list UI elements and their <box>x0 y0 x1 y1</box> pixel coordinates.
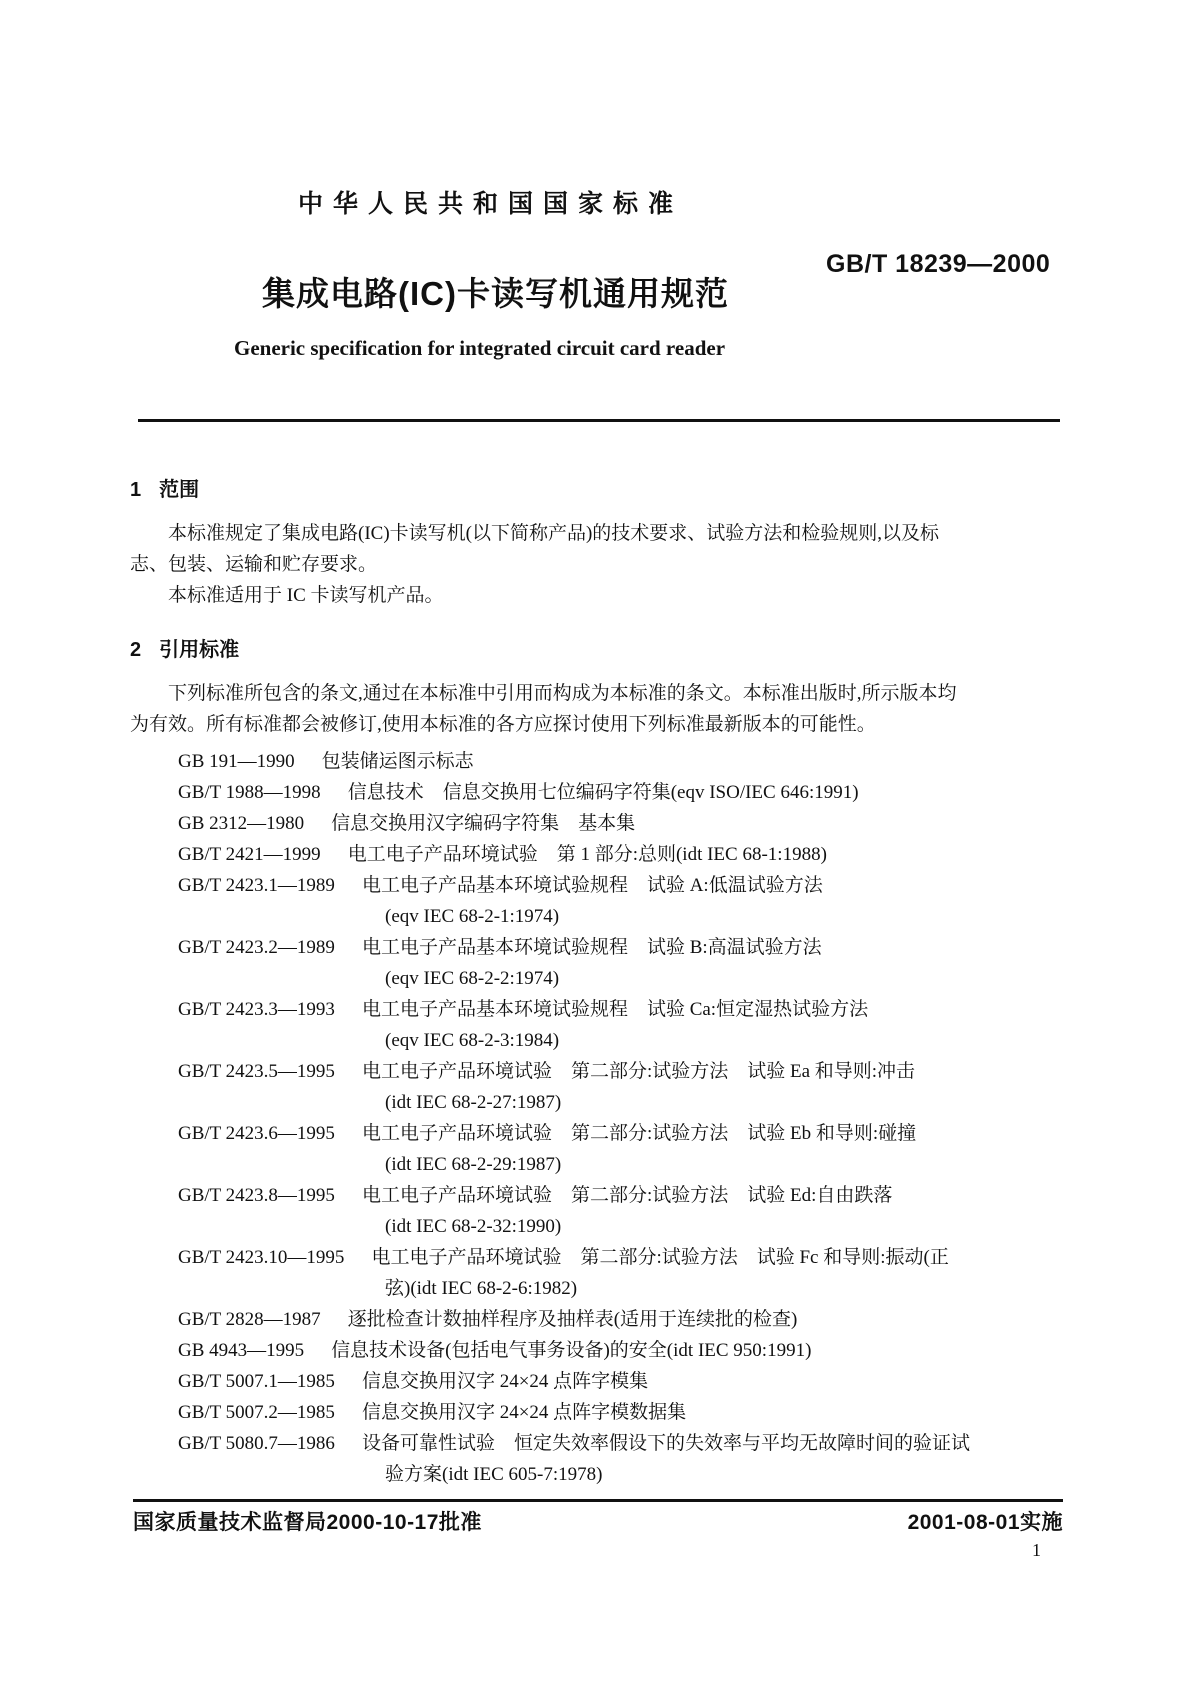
reference-code: GB/T 5007.2—1985 <box>178 1402 335 1423</box>
reference-code: GB/T 2423.10—1995 <box>178 1247 345 1268</box>
reference-item <box>178 994 1065 1056</box>
references-intro-paragraph <box>130 678 1065 740</box>
reference-line <box>178 839 1065 870</box>
header-divider-rule <box>138 419 1060 422</box>
reference-title: 信息交换用汉字 24×24 点阵字模集 <box>361 1371 649 1392</box>
reference-line <box>178 1428 1065 1459</box>
standard-number: GB/T 18239—2000 <box>826 250 1051 278</box>
reference-item <box>178 1118 1065 1180</box>
national-standard-header: 中华人民共和国国家标准 <box>298 190 684 218</box>
implementation-date: 2001-08-01实施 <box>907 1511 1063 1534</box>
reference-line <box>178 932 1065 963</box>
reference-code: GB/T 5080.7—1986 <box>178 1433 335 1454</box>
reference-item <box>178 1304 1065 1335</box>
section-2-title: 引用标准 <box>159 639 240 661</box>
document-title-english: Generic specification for integrated circuit card reader <box>234 336 726 360</box>
reference-item <box>178 870 1065 932</box>
reference-line <box>178 1366 1065 1397</box>
reference-title: 电工电子产品环境试验 第 1 部分:总则(idt IEC 68-1:1988) <box>347 844 827 865</box>
reference-title: 电工电子产品环境试验 第二部分:试验方法 试验 Fc 和导则:振动(正 <box>371 1247 949 1268</box>
paragraph-line: 志、包装、运输和贮存要求。 <box>130 554 378 575</box>
reference-continuation: (idt IEC 68-2-27:1987) <box>385 1092 562 1113</box>
section-1-title: 范围 <box>159 479 200 501</box>
reference-continuation: (idt IEC 68-2-32:1990) <box>385 1216 562 1237</box>
page-number: 1 <box>1032 1540 1041 1560</box>
reference-line <box>178 994 1065 1025</box>
document-title-chinese: 集成电路(IC)卡读写机通用规范 <box>262 275 729 312</box>
reference-continuation: 弦)(idt IEC 68-2-6:1982) <box>385 1278 578 1299</box>
reference-code: GB/T 2423.5—1995 <box>178 1061 335 1082</box>
paragraph-line: 为有效。所有标准都会被修订,使用本标准的各方应探讨使用下列标准最新版本的可能性。 <box>130 714 876 735</box>
section-2-heading <box>130 635 1065 666</box>
reference-title: 电工电子产品环境试验 第二部分:试验方法 试验 Ea 和导则:冲击 <box>361 1061 916 1082</box>
reference-item <box>178 808 1065 839</box>
reference-item <box>178 1242 1065 1304</box>
reference-code: GB/T 2423.3—1993 <box>178 999 335 1020</box>
reference-code: GB/T 5007.1—1985 <box>178 1371 335 1392</box>
reference-line <box>178 1180 1065 1211</box>
reference-item <box>178 1366 1065 1397</box>
reference-continuation: (idt IEC 68-2-29:1987) <box>385 1154 562 1175</box>
reference-code: GB/T 2423.2—1989 <box>178 937 335 958</box>
reference-item <box>178 1428 1065 1490</box>
reference-title: 电工电子产品环境试验 第二部分:试验方法 试验 Eb 和导则:碰撞 <box>361 1123 917 1144</box>
reference-code: GB 191—1990 <box>178 751 295 772</box>
reference-code: GB/T 2423.6—1995 <box>178 1123 335 1144</box>
reference-title: 信息技术设备(包括电气事务设备)的安全(idt IEC 950:1991) <box>331 1340 812 1361</box>
reference-title: 电工电子产品基本环境试验规程 试验 B:高温试验方法 <box>361 937 822 958</box>
reference-line <box>178 1056 1065 1087</box>
reference-continuation: 验方案(idt IEC 605-7:1978) <box>385 1464 603 1485</box>
reference-line <box>178 1242 1065 1273</box>
reference-item <box>178 1397 1065 1428</box>
reference-continuation: (eqv IEC 68-2-3:1984) <box>385 1030 560 1051</box>
reference-continuation: (eqv IEC 68-2-2:1974) <box>385 968 560 989</box>
reference-item <box>178 932 1065 994</box>
reference-item <box>178 1180 1065 1242</box>
reference-line <box>178 808 1065 839</box>
document-body <box>130 475 1065 1490</box>
reference-line <box>178 746 1065 777</box>
approval-statement: 国家质量技术监督局2000-10-17批准 <box>133 1511 482 1534</box>
reference-title: 电工电子产品基本环境试验规程 试验 A:低温试验方法 <box>361 875 823 896</box>
reference-code: GB/T 2828—1987 <box>178 1309 321 1330</box>
reference-title: 设备可靠性试验 恒定失效率假设下的失效率与平均无故障时间的验证试 <box>361 1433 970 1454</box>
reference-code: GB/T 2423.1—1989 <box>178 875 335 896</box>
reference-item <box>178 746 1065 777</box>
reference-continuation: (eqv IEC 68-2-1:1974) <box>385 906 560 927</box>
section-1-number: 1 <box>130 479 142 501</box>
reference-title: 逐批检查计数抽样程序及抽样表(适用于连续批的检查) <box>347 1309 798 1330</box>
reference-item <box>178 777 1065 808</box>
reference-line <box>178 1118 1065 1149</box>
reference-line <box>178 1397 1065 1428</box>
scope-paragraph-1 <box>130 518 1065 611</box>
reference-title: 包装储运图示标志 <box>321 751 474 772</box>
reference-item <box>178 1335 1065 1366</box>
reference-code: GB 2312—1980 <box>178 813 305 834</box>
paragraph-line: 下列标准所包含的条文,通过在本标准中引用而构成为本标准的条文。本标准出版时,所示版本均 <box>168 683 957 704</box>
reference-code: GB 4943—1995 <box>178 1340 305 1361</box>
reference-title: 电工电子产品基本环境试验规程 试验 Ca:恒定湿热试验方法 <box>361 999 869 1020</box>
reference-item <box>178 839 1065 870</box>
reference-title: 信息技术 信息交换用七位编码字符集(eqv ISO/IEC 646:1991) <box>347 782 859 803</box>
section-1-heading <box>130 475 1065 506</box>
reference-line <box>178 777 1065 808</box>
reference-code: GB/T 2423.8—1995 <box>178 1185 335 1206</box>
reference-title: 信息交换用汉字编码字符集 基本集 <box>331 813 636 834</box>
reference-list <box>130 746 1065 1490</box>
scope-paragraph-2: 本标准适用于 IC 卡读写机产品。 <box>168 585 444 606</box>
reference-line <box>178 1304 1065 1335</box>
reference-code: GB/T 2421—1999 <box>178 844 321 865</box>
reference-title: 电工电子产品环境试验 第二部分:试验方法 试验 Ed:自由跌落 <box>361 1185 893 1206</box>
reference-title: 信息交换用汉字 24×24 点阵字模数据集 <box>361 1402 687 1423</box>
section-2-number: 2 <box>130 639 142 661</box>
reference-code: GB/T 1988—1998 <box>178 782 321 803</box>
reference-item <box>178 1056 1065 1118</box>
footer-divider-rule <box>133 1499 1063 1502</box>
reference-line <box>178 1335 1065 1366</box>
reference-line <box>178 870 1065 901</box>
paragraph-line: 本标准规定了集成电路(IC)卡读写机(以下简称产品)的技术要求、试验方法和检验规则,以及标 <box>168 523 940 544</box>
